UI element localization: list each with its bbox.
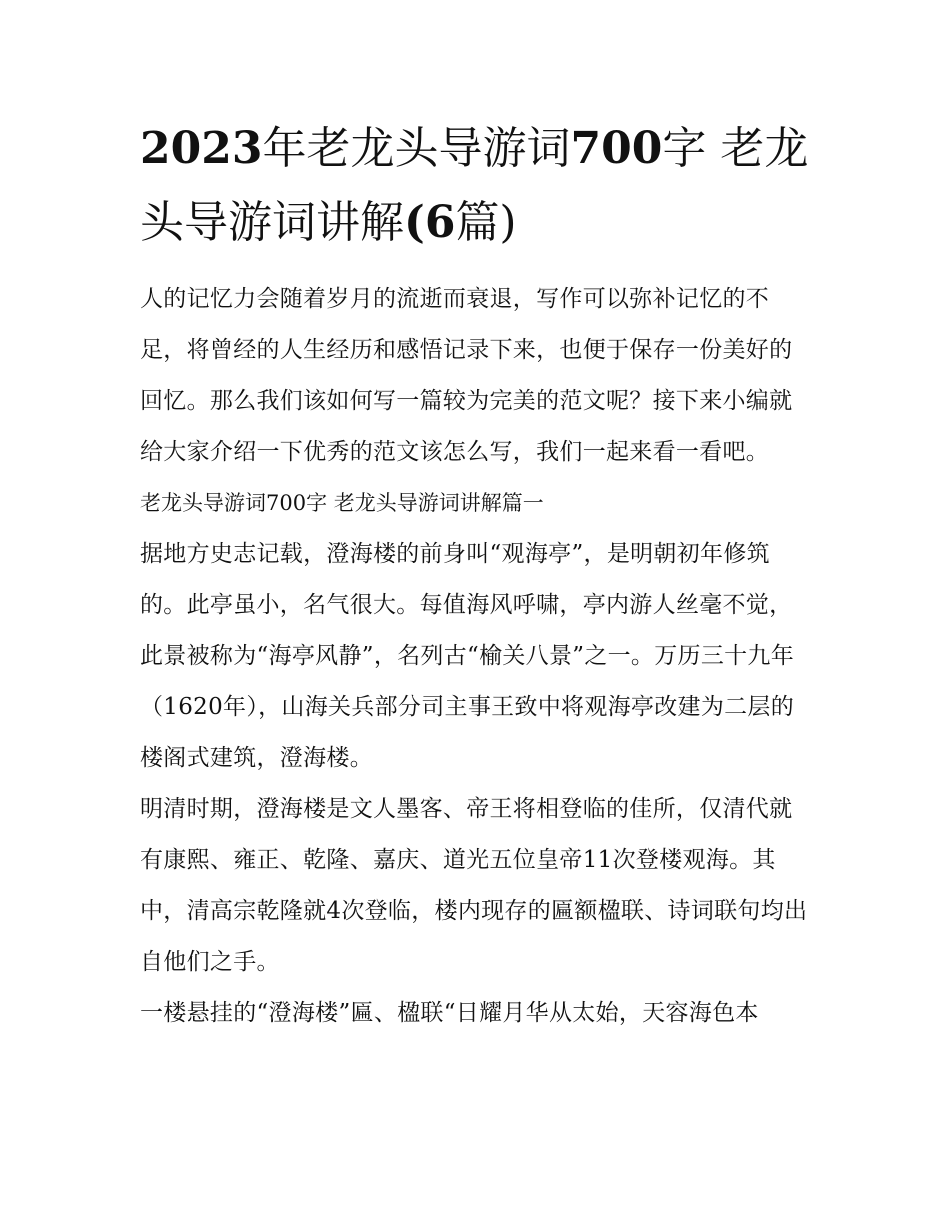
body-paragraph-2: 明清时期，澄海楼是文人墨客、帝王将相登临的佳所，仅清代就有康熙、雍正、乾隆、嘉庆、道光五位皇帝11次登楼观海。其中，清高宗乾隆就4次登临，楼内现存的匾额楹联、诗词联句均出自他们之手。 bbox=[140, 796, 808, 975]
document-page bbox=[140, 112, 810, 1039]
intro-paragraph: 人的记忆力会随着岁月的流逝而衰退，写作可以弥补记忆的不足，将曾经的人生经历和感悟记录下来，也便于保存一份美好的回忆。那么我们该如何写一篇较为完美的范文呢？接下来小编就给大家介绍一下优秀的范文该怎么写，我们一起来看一看吧。 bbox=[140, 286, 793, 465]
title-text-b: 字 老龙头导游词讲解 bbox=[140, 123, 809, 248]
title-count: (6 bbox=[404, 197, 456, 248]
title-year: 2023 bbox=[140, 123, 263, 174]
title-text-c: 篇) bbox=[455, 197, 517, 248]
title-text-a: 年老龙头导游词 bbox=[262, 123, 571, 174]
title-number: 700 bbox=[570, 123, 663, 174]
body-paragraph-3: 一楼悬挂的“澄海楼”匾、楹联“日耀月华从太始，天容海色本 bbox=[140, 1000, 759, 1026]
document-title bbox=[140, 112, 810, 260]
body-paragraph-1: 据地方史志记载，澄海楼的前身叫“观海亭”，是明朝初年修筑的。此亭虽小，名气很大。每值海风呼啸，亭内游人丝毫不觉，此景被称为“海亭风静”，名列古“榆关八景”之一。万历三十九年（1620年），山海关兵部分司主事王致中将观海亭改建为二层的楼阁式建筑，澄海楼。 bbox=[140, 541, 795, 771]
section-heading: 老龙头导游词700字 老龙头导游词讲解篇一 bbox=[140, 491, 544, 515]
